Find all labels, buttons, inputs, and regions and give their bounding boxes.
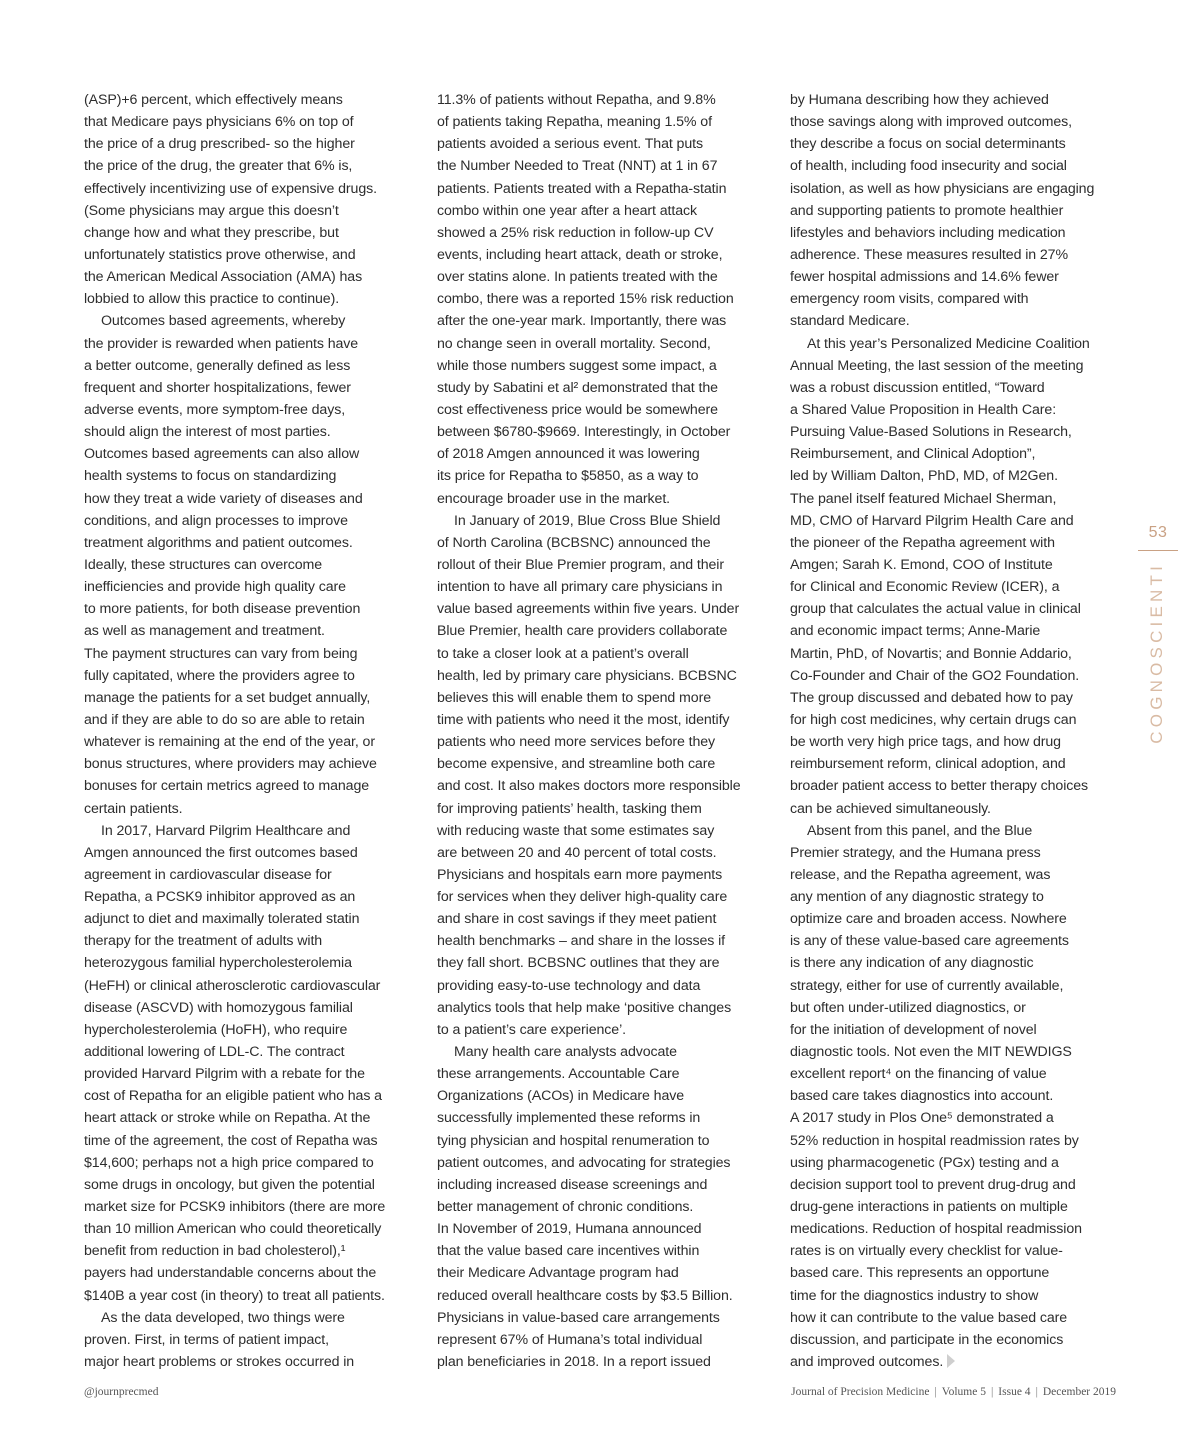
text-line: between $6780-$9669. Interestingly, in October xyxy=(437,424,731,441)
text-line: group that calculates the actual value in clinical xyxy=(790,601,1081,618)
text-line: frequent and shorter hospitalizations, fewer xyxy=(84,379,351,396)
article-column-1 xyxy=(84,89,414,1373)
text-line: study by Sabatini et al² demonstrated that the xyxy=(437,379,718,396)
text-line: of health, including food insecurity and social xyxy=(790,158,1067,175)
text-line: and supporting patients to promote healthier xyxy=(790,202,1064,219)
text-line: as well as management and treatment. xyxy=(84,623,325,640)
text-line: Physicians in value-based care arrangements xyxy=(437,1309,720,1326)
text-line: diagnostic tools. Not even the MIT NEWDIGS xyxy=(790,1044,1072,1061)
text-line: patients who need more services before they xyxy=(437,734,716,751)
text-line: Outcomes based agreements can also allow xyxy=(84,446,360,463)
text-line: events, including heart attack, death or stroke, xyxy=(437,246,723,263)
text-line: standard Medicare. xyxy=(790,313,910,330)
text-line: medications. Reduction of hospital readmission xyxy=(790,1221,1082,1238)
text-line: encourage broader use in the market. xyxy=(437,490,671,507)
text-line: lifestyles and behaviors including medication xyxy=(790,224,1066,241)
text-line: rates is on virtually every checklist for value- xyxy=(790,1243,1063,1260)
text-line: after the one-year mark. Importantly, there was xyxy=(437,313,727,330)
text-line: At this year’s Personalized Medicine Coalition xyxy=(807,335,1090,352)
text-line: the pioneer of the Repatha agreement with xyxy=(790,534,1055,551)
text-line: any mention of any diagnostic strategy to xyxy=(790,889,1044,906)
text-line: intention to have all primary care physicians in xyxy=(437,579,723,596)
text-line: fully capitated, where the providers agree to xyxy=(84,667,355,684)
text-line: led by William Dalton, PhD, MD, of M2Gen. xyxy=(790,468,1058,485)
footer-volume: Volume 5 xyxy=(941,1386,986,1398)
text-line: emergency room visits, compared with xyxy=(790,291,1029,308)
text-line: In January of 2019, Blue Cross Blue Shield xyxy=(454,512,721,529)
text-line: isolation, as well as how physicians are engaging xyxy=(790,180,1095,197)
text-line: they fall short. BCBSNC outlines that they are xyxy=(437,955,720,972)
text-line: benefit from reduction in bad cholesterol),¹ xyxy=(84,1243,346,1260)
text-line: Amgen announced the first outcomes based xyxy=(84,844,358,861)
text-line: these arrangements. Accountable Care xyxy=(437,1066,680,1083)
text-line: manage the patients for a set budget annually, xyxy=(84,689,371,706)
text-line: Repatha, a PCSK9 inhibitor approved as an xyxy=(84,889,356,906)
text-line: the provider is rewarded when patients have xyxy=(84,335,359,352)
text-line: and economic impact terms; Anne-Marie xyxy=(790,623,1041,640)
text-line: for Clinical and Economic Review (ICER), a xyxy=(790,579,1060,596)
text-line: that Medicare pays physicians 6% on top of xyxy=(84,114,354,131)
text-line: to take a closer look at a patient’s overall xyxy=(437,645,689,662)
text-line: lobbied to allow this practice to continue). xyxy=(84,291,340,308)
text-line: cost of Repatha for an eligible patient who has a xyxy=(84,1088,382,1105)
text-line: of patients taking Repatha, meaning 1.5% of xyxy=(437,114,712,131)
text-line: can be achieved simultaneously. xyxy=(790,800,991,817)
text-line: agreement in cardiovascular disease for xyxy=(84,866,332,883)
text-line: The payment structures can vary from being xyxy=(84,645,358,662)
text-line: represent 67% of Humana’s total individual xyxy=(437,1331,703,1348)
footer-journal-name: Journal of Precision Medicine xyxy=(791,1386,930,1398)
text-line: fewer hospital admissions and 14.6% fewer xyxy=(790,269,1059,286)
page-number-divider xyxy=(1138,550,1178,551)
text-line: Physicians and hospitals earn more payments xyxy=(437,866,723,883)
text-line: MD, CMO of Harvard Pilgrim Health Care and xyxy=(790,512,1074,529)
text-line: time with patients who need it the most, identify xyxy=(437,711,730,728)
text-line: for the initiation of development of novel xyxy=(790,1021,1037,1038)
text-line: become expensive, and streamline both care xyxy=(437,756,716,773)
text-line: a better outcome, generally defined as less xyxy=(84,357,351,374)
text-line: while those numbers suggest some impact, a xyxy=(437,357,717,374)
text-line: based care takes diagnostics into account. xyxy=(790,1088,1054,1105)
text-line: proven. First, in terms of patient impact, xyxy=(84,1331,329,1348)
text-line: no change seen in overall mortality. Second, xyxy=(437,335,711,352)
text-line: patients. Patients treated with a Repatha-statin xyxy=(437,180,727,197)
text-line: time of the agreement, the cost of Repatha was xyxy=(84,1132,378,1149)
text-line: The panel itself featured Michael Sherman, xyxy=(790,490,1057,507)
text-line: Outcomes based agreements, whereby xyxy=(101,313,346,330)
text-line: optimize care and broaden access. Nowhere xyxy=(790,911,1067,928)
triangle-right-icon xyxy=(947,1354,955,1368)
text-line: value based agreements within five years. Under xyxy=(437,601,740,618)
text-line: major heart problems or strokes occurred in xyxy=(84,1354,355,1371)
text-line: but often under-utilized diagnostics, or xyxy=(790,999,1026,1016)
text-line: Amgen; Sarah K. Emond, COO of Institute xyxy=(790,556,1053,573)
text-line: therapy for the treatment of adults with xyxy=(84,933,323,950)
text-line: how it can contribute to the value based care xyxy=(790,1309,1068,1326)
text-line: adjunct to diet and maximally tolerated statin xyxy=(84,911,360,928)
section-brand-vertical: COGNOSCIENTI xyxy=(1147,562,1166,744)
text-line: the American Medical Association (AMA) has xyxy=(84,269,363,286)
text-line-last: and improved outcomes. xyxy=(790,1351,1120,1373)
text-line: Absent from this panel, and the Blue xyxy=(807,822,1033,839)
text-line: health benchmarks – and share in the losses if xyxy=(437,933,725,950)
text-line: Ideally, these structures can overcome xyxy=(84,556,323,573)
text-line: Organizations (ACOs) in Medicare have xyxy=(437,1088,685,1105)
text-line: Blue Premier, health care providers collaborate xyxy=(437,623,728,640)
text-line: The group discussed and debated how to pay xyxy=(790,689,1073,706)
text-line: showed a 25% risk reduction in follow-up CV xyxy=(437,224,714,241)
text-line: is any of these value-based care agreements xyxy=(790,933,1069,950)
text-line: the price of a drug prescribed- so the higher xyxy=(84,136,355,153)
text-line: their Medicare Advantage program had xyxy=(437,1265,679,1282)
text-line: payers had understandable concerns about the xyxy=(84,1265,377,1282)
text-line: (HeFH) or clinical atherosclerotic cardiovascular xyxy=(84,977,381,994)
text-line: of 2018 Amgen announced it was lowering xyxy=(437,446,700,463)
text-line: analytics tools that help make ‘positive changes xyxy=(437,999,732,1016)
text-line: are between 20 and 40 percent of total costs. xyxy=(437,844,717,861)
text-line: broader patient access to better therapy choices xyxy=(790,778,1089,795)
text-line: for improving patients’ health, tasking them xyxy=(437,800,702,817)
text-line: Reimbursement, and Clinical Adoption”, xyxy=(790,446,1036,463)
text-line: heart attack or stroke while on Repatha. At the xyxy=(84,1110,371,1127)
text-line: release, and the Repatha agreement, was xyxy=(790,866,1051,883)
text-line: a Shared Value Proposition in Health Care: xyxy=(790,401,1057,418)
page-number: 53 xyxy=(1148,524,1168,541)
text-line: that the value based care incentives within xyxy=(437,1243,700,1260)
footer-journal-info: Journal of Precision Medicine | Volume 5 | Issue 4 | December 2019 xyxy=(791,1386,1116,1398)
text-line: treatment algorithms and patient outcomes. xyxy=(84,534,353,551)
text-line: should align the interest of most parties. xyxy=(84,424,331,441)
text-line: to more patients, for both disease prevention xyxy=(84,601,361,618)
text-line: the Number Needed to Treat (NNT) at 1 in 67 xyxy=(437,158,718,175)
text-line: Premier strategy, and the Humana press xyxy=(790,844,1041,861)
text-line: adverse events, more symptom-free days, xyxy=(84,401,346,418)
text-line: Martin, PhD, of Novartis; and Bonnie Addario, xyxy=(790,645,1072,662)
text-line: reimbursement reform, clinical adoption, and xyxy=(790,756,1066,773)
text-line: over statins alone. In patients treated with the xyxy=(437,269,718,286)
text-line: time for the diagnostics industry to show xyxy=(790,1287,1039,1304)
text-line: strategy, either for use of currently available, xyxy=(790,977,1064,994)
text-line: better management of chronic conditions. xyxy=(437,1199,694,1216)
text-line: based care. This represents an opportune xyxy=(790,1265,1050,1282)
text-line: for services when they deliver high-quality care xyxy=(437,889,728,906)
text-line: rollout of their Blue Premier program, and their xyxy=(437,556,724,573)
text-line: $14,600; perhaps not a high price compared to xyxy=(84,1154,374,1171)
text-line: believes this will enable them to spend more xyxy=(437,689,711,706)
text-line: Pursuing Value-Based Solutions in Research, xyxy=(790,424,1072,441)
text-line: effectively incentivizing use of expensive drugs. xyxy=(84,180,377,197)
text-line: tying physician and hospital renumeration to xyxy=(437,1132,710,1149)
text-line: providing easy-to-use technology and data xyxy=(437,977,701,994)
text-line: In November of 2019, Humana announced xyxy=(437,1221,702,1238)
text-line: combo within one year after a heart attack xyxy=(437,202,697,219)
text-line: conditions, and align processes to improve xyxy=(84,512,348,529)
text-line: As the data developed, two things were xyxy=(101,1309,345,1326)
text-line: provided Harvard Pilgrim with a rebate for the xyxy=(84,1066,365,1083)
text-line: drug-gene interactions in patients on multiple xyxy=(790,1199,1068,1216)
text-line: health systems to focus on standardizing xyxy=(84,468,337,485)
text-line: whatever is remaining at the end of the year, or xyxy=(84,734,375,751)
text-line: 52% reduction in hospital readmission rates by xyxy=(790,1132,1079,1149)
text-line: they describe a focus on social determinants xyxy=(790,136,1066,153)
text-line: patients avoided a serious event. That puts xyxy=(437,136,703,153)
text-line: combo, there was a reported 15% risk reduction xyxy=(437,291,734,308)
text-line: change how and what they prescribe, but xyxy=(84,224,339,241)
text-line: 11.3% of patients without Repatha, and 9.8% xyxy=(437,92,716,108)
article-column-3 xyxy=(790,89,1120,1373)
text-line: In 2017, Harvard Pilgrim Healthcare and xyxy=(101,822,351,839)
footer-date: December 2019 xyxy=(1042,1386,1116,1398)
text-line: (Some physicians may argue this doesn’t xyxy=(84,202,339,219)
text-line: with reducing waste that some estimates say xyxy=(437,822,715,839)
text-line: reduced overall healthcare costs by $3.5 Billion. xyxy=(437,1287,733,1304)
text-line: using pharmacogenetic (PGx) testing and a xyxy=(790,1154,1059,1171)
text-line: hypercholesterolemia (HoFH), who require xyxy=(84,1021,348,1038)
text-line: inefficiencies and provide high quality care xyxy=(84,579,346,596)
text-line: by Humana describing how they achieved xyxy=(790,92,1049,108)
text-line: disease (ASCVD) with homozygous familial xyxy=(84,999,353,1016)
text-line: successfully implemented these reforms in xyxy=(437,1110,701,1127)
text-line: for high cost medicines, why certain drugs can xyxy=(790,711,1077,728)
text-line: $140B a year cost (in theory) to treat all patients. xyxy=(84,1287,385,1304)
text-line: adherence. These measures resulted in 27% xyxy=(790,246,1068,263)
text-line: A 2017 study in Plos One⁵ demonstrated a xyxy=(790,1110,1054,1127)
text-line: Many health care analysts advocate xyxy=(454,1044,677,1061)
text-line: some drugs in oncology, but given the potential xyxy=(84,1176,375,1193)
text-line: those savings along with improved outcomes, xyxy=(790,114,1072,131)
footer-handle: @journprecmed xyxy=(84,1386,159,1398)
text-line: the price of the drug, the greater that 6% is, xyxy=(84,158,353,175)
text-line: plan beneficiaries in 2018. In a report issued xyxy=(437,1354,711,1371)
text-line: and if they are able to do so are able to retain xyxy=(84,711,365,728)
article-column-2 xyxy=(437,89,767,1373)
text-line: than 10 million American who could theoretically xyxy=(84,1221,382,1238)
text-line: including increased disease screenings and xyxy=(437,1176,708,1193)
text-line: Annual Meeting, the last session of the meeting xyxy=(790,357,1084,374)
text-line: bonus structures, where providers may achieve xyxy=(84,756,377,773)
text-line: decision support tool to prevent drug-drug and xyxy=(790,1176,1076,1193)
text-line: Co-Founder and Chair of the GO2 Foundation. xyxy=(790,667,1080,684)
text-line: how they treat a wide variety of diseases and xyxy=(84,490,363,507)
text-line: be worth very high price tags, and how drug xyxy=(790,734,1061,751)
text-line: cost effectiveness price would be somewhere xyxy=(437,401,718,418)
text-line: heterozygous familial hypercholesterolemia xyxy=(84,955,352,972)
text-line: its price for Repatha to $5850, as a way to xyxy=(437,468,699,485)
text-line: certain patients. xyxy=(84,800,183,817)
text-line: was a robust discussion entitled, “Toward xyxy=(790,379,1045,396)
text-line: is there any indication of any diagnostic xyxy=(790,955,1034,972)
text-line: bonuses for certain metrics agreed to manage xyxy=(84,778,370,795)
text-line: patient outcomes, and advocating for strategies xyxy=(437,1154,731,1171)
text-line: excellent report⁴ on the financing of value xyxy=(790,1066,1047,1083)
text-line: and cost. It also makes doctors more responsible xyxy=(437,778,741,795)
text-line: and share in cost savings if they meet patient xyxy=(437,911,717,928)
text-line: of North Carolina (BCBSNC) announced the xyxy=(437,534,711,551)
text-line: (ASP)+6 percent, which effectively means xyxy=(84,92,343,108)
text-line: to a patient’s care experience’. xyxy=(437,1021,626,1038)
text-line: discussion, and participate in the economics xyxy=(790,1331,1064,1348)
text-line: unfortunately statistics prove otherwise, and xyxy=(84,246,356,263)
text-line: market size for PCSK9 inhibitors (there are more xyxy=(84,1199,386,1216)
text-line: additional lowering of LDL-C. The contract xyxy=(84,1044,345,1061)
footer-issue: Issue 4 xyxy=(998,1386,1031,1398)
text-line: health, led by primary care physicians. BCBSNC xyxy=(437,667,737,684)
